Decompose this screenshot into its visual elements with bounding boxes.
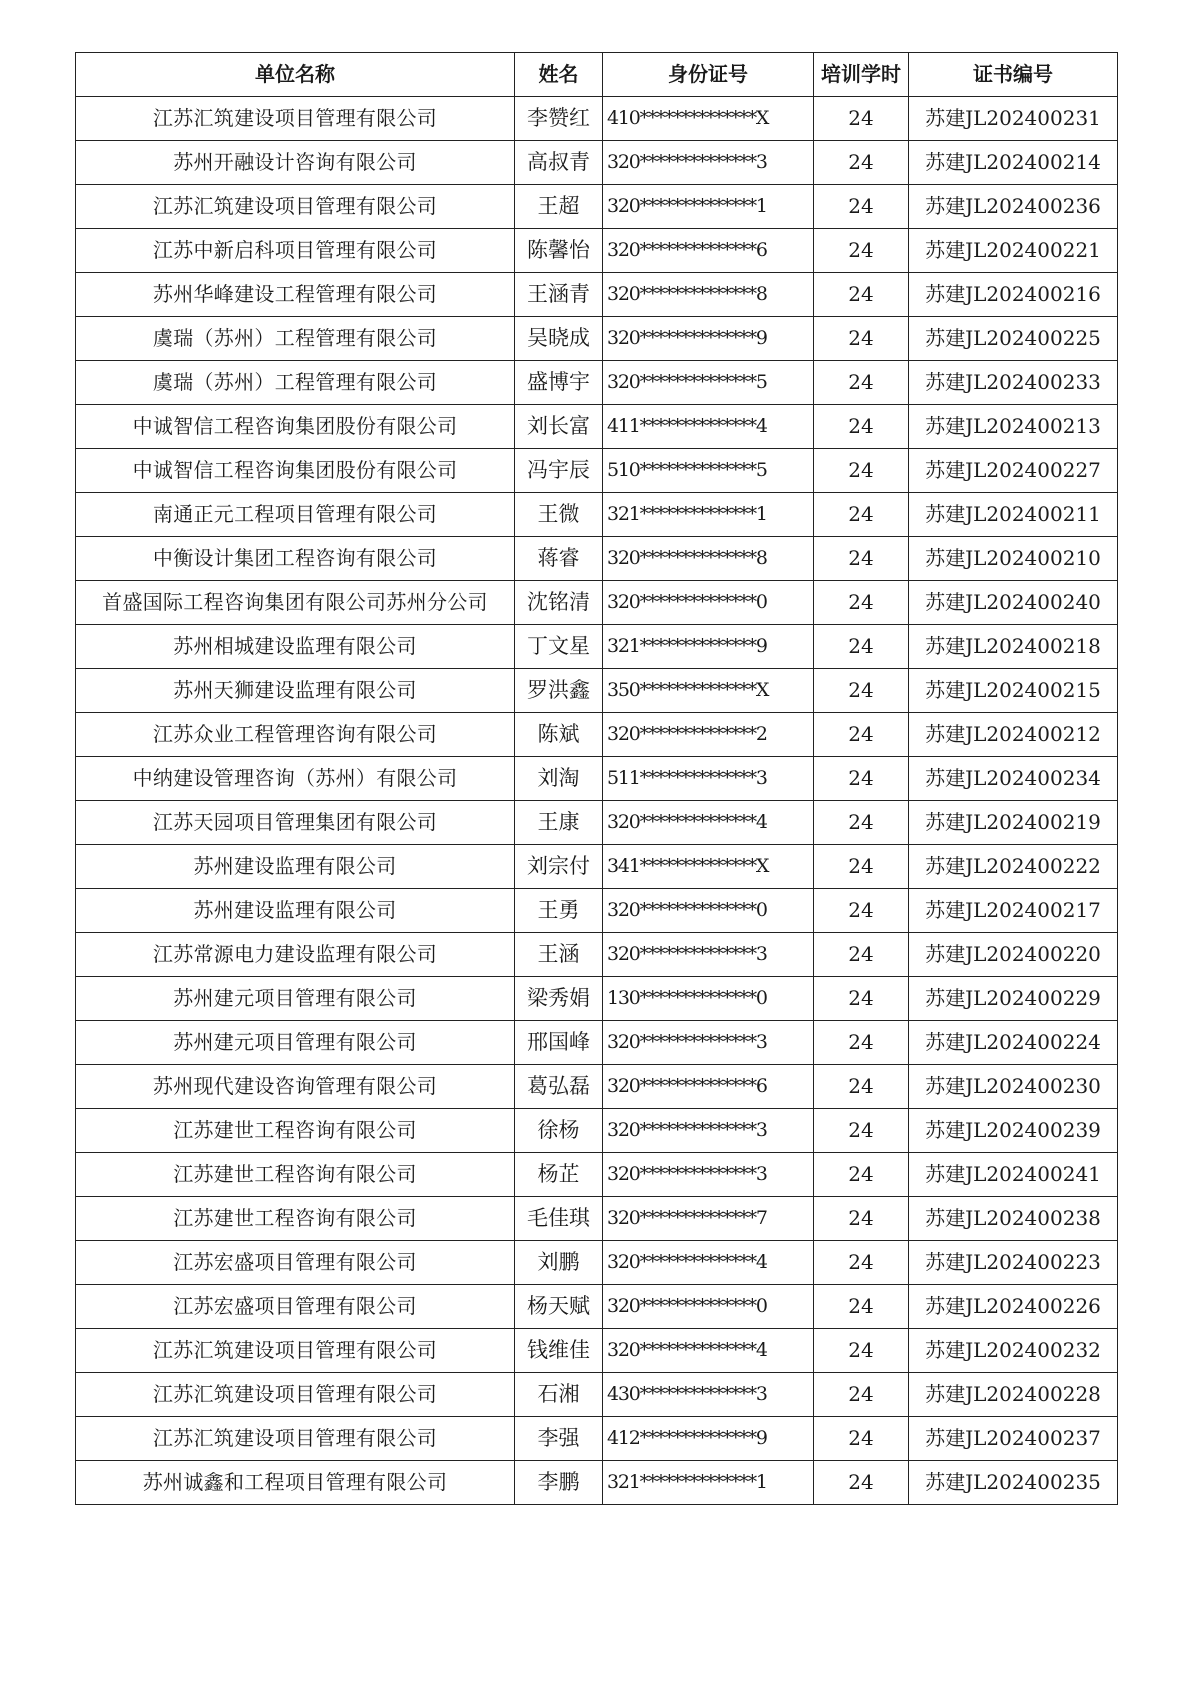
cell-training-hours: 24: [814, 801, 909, 845]
table-row: [76, 1285, 1118, 1329]
cell-certificate-number: 苏建JL202400216: [909, 273, 1118, 317]
cell-person-name: 蒋睿: [515, 537, 603, 581]
cell-certificate-number: 苏建JL202400212: [909, 713, 1118, 757]
cell-certificate-number: 苏建JL202400238: [909, 1197, 1118, 1241]
cell-unit-name: 苏州相城建设监理有限公司: [76, 625, 515, 669]
table-row: [76, 449, 1118, 493]
cell-certificate-number: 苏建JL202400228: [909, 1373, 1118, 1417]
cell-unit-name: 江苏宏盛项目管理有限公司: [76, 1285, 515, 1329]
cell-training-hours: 24: [814, 977, 909, 1021]
cell-unit-name: 中诚智信工程咨询集团股份有限公司: [76, 405, 515, 449]
cell-unit-name: 虞瑞（苏州）工程管理有限公司: [76, 317, 515, 361]
cell-unit-name: 首盛国际工程咨询集团有限公司苏州分公司: [76, 581, 515, 625]
cell-certificate-number: 苏建JL202400233: [909, 361, 1118, 405]
cell-person-name: 陈斌: [515, 713, 603, 757]
cell-training-hours: 24: [814, 361, 909, 405]
cell-certificate-number: 苏建JL202400224: [909, 1021, 1118, 1065]
cell-unit-name: 江苏天园项目管理集团有限公司: [76, 801, 515, 845]
cell-training-hours: 24: [814, 97, 909, 141]
cell-id-number: 510**************5: [603, 449, 814, 493]
cell-certificate-number: 苏建JL202400222: [909, 845, 1118, 889]
cell-unit-name: 江苏建世工程咨询有限公司: [76, 1153, 515, 1197]
cell-unit-name: 江苏众业工程管理咨询有限公司: [76, 713, 515, 757]
cell-certificate-number: 苏建JL202400241: [909, 1153, 1118, 1197]
table-row: [76, 317, 1118, 361]
cell-training-hours: 24: [814, 1109, 909, 1153]
cell-id-number: 320**************6: [603, 1065, 814, 1109]
cell-unit-name: 江苏汇筑建设项目管理有限公司: [76, 1417, 515, 1461]
cell-unit-name: 中诚智信工程咨询集团股份有限公司: [76, 449, 515, 493]
cell-unit-name: 中纳建设管理咨询（苏州）有限公司: [76, 757, 515, 801]
table-row: [76, 757, 1118, 801]
cell-id-number: 350**************X: [603, 669, 814, 713]
cell-certificate-number: 苏建JL202400234: [909, 757, 1118, 801]
cell-id-number: 320**************3: [603, 1021, 814, 1065]
cell-id-number: 320**************4: [603, 801, 814, 845]
cell-id-number: 320**************8: [603, 273, 814, 317]
table-row: [76, 933, 1118, 977]
cell-certificate-number: 苏建JL202400226: [909, 1285, 1118, 1329]
cell-unit-name: 虞瑞（苏州）工程管理有限公司: [76, 361, 515, 405]
table-row: [76, 1109, 1118, 1153]
cell-certificate-number: 苏建JL202400220: [909, 933, 1118, 977]
cell-training-hours: 24: [814, 1153, 909, 1197]
header-row: [76, 53, 1118, 97]
cell-certificate-number: 苏建JL202400232: [909, 1329, 1118, 1373]
cell-id-number: 430**************3: [603, 1373, 814, 1417]
cell-id-number: 321**************1: [603, 1461, 814, 1505]
cell-certificate-number: 苏建JL202400217: [909, 889, 1118, 933]
cell-person-name: 毛佳琪: [515, 1197, 603, 1241]
table-row: [76, 1373, 1118, 1417]
cell-person-name: 吴晓成: [515, 317, 603, 361]
cell-id-number: 320**************3: [603, 141, 814, 185]
cell-id-number: 320**************3: [603, 1109, 814, 1153]
cell-person-name: 王微: [515, 493, 603, 537]
table-row: [76, 669, 1118, 713]
cell-training-hours: 24: [814, 669, 909, 713]
table-row: [76, 185, 1118, 229]
table-row: [76, 361, 1118, 405]
cell-training-hours: 24: [814, 1197, 909, 1241]
cell-id-number: 511**************3: [603, 757, 814, 801]
cell-unit-name: 苏州华峰建设工程管理有限公司: [76, 273, 515, 317]
cell-person-name: 王涵青: [515, 273, 603, 317]
cell-certificate-number: 苏建JL202400215: [909, 669, 1118, 713]
cell-person-name: 杨天赋: [515, 1285, 603, 1329]
table-row: [76, 1241, 1118, 1285]
cell-certificate-number: 苏建JL202400239: [909, 1109, 1118, 1153]
header-person-name: 姓名: [515, 53, 603, 97]
cell-person-name: 杨芷: [515, 1153, 603, 1197]
cell-id-number: 320**************2: [603, 713, 814, 757]
cell-training-hours: 24: [814, 1065, 909, 1109]
cell-person-name: 陈馨怡: [515, 229, 603, 273]
cell-id-number: 321**************1: [603, 493, 814, 537]
cell-person-name: 高叔青: [515, 141, 603, 185]
cell-certificate-number: 苏建JL202400218: [909, 625, 1118, 669]
cell-id-number: 320**************4: [603, 1329, 814, 1373]
cell-unit-name: 江苏宏盛项目管理有限公司: [76, 1241, 515, 1285]
cell-id-number: 320**************4: [603, 1241, 814, 1285]
cell-id-number: 341**************X: [603, 845, 814, 889]
table-row: [76, 273, 1118, 317]
table-row: [76, 493, 1118, 537]
table-row: [76, 229, 1118, 273]
cell-training-hours: 24: [814, 273, 909, 317]
cell-training-hours: 24: [814, 845, 909, 889]
header-id-number: 身份证号: [603, 53, 814, 97]
cell-unit-name: 江苏建世工程咨询有限公司: [76, 1109, 515, 1153]
table-row: [76, 97, 1118, 141]
cell-training-hours: 24: [814, 889, 909, 933]
cell-unit-name: 苏州天狮建设监理有限公司: [76, 669, 515, 713]
cell-id-number: 130**************0: [603, 977, 814, 1021]
cell-unit-name: 苏州建设监理有限公司: [76, 889, 515, 933]
cell-certificate-number: 苏建JL202400227: [909, 449, 1118, 493]
table-row: [76, 1065, 1118, 1109]
cell-person-name: 李鹏: [515, 1461, 603, 1505]
table-row: [76, 1021, 1118, 1065]
cell-training-hours: 24: [814, 229, 909, 273]
cell-person-name: 沈铭清: [515, 581, 603, 625]
cell-training-hours: 24: [814, 1241, 909, 1285]
cell-certificate-number: 苏建JL202400231: [909, 97, 1118, 141]
cell-certificate-number: 苏建JL202400230: [909, 1065, 1118, 1109]
cell-unit-name: 苏州建元项目管理有限公司: [76, 977, 515, 1021]
cell-id-number: 410**************X: [603, 97, 814, 141]
cell-unit-name: 苏州开融设计咨询有限公司: [76, 141, 515, 185]
cell-training-hours: 24: [814, 757, 909, 801]
cell-id-number: 320**************6: [603, 229, 814, 273]
cell-id-number: 320**************0: [603, 889, 814, 933]
cell-certificate-number: 苏建JL202400213: [909, 405, 1118, 449]
cell-certificate-number: 苏建JL202400223: [909, 1241, 1118, 1285]
cell-id-number: 412**************9: [603, 1417, 814, 1461]
cell-person-name: 王涵: [515, 933, 603, 977]
table-row: [76, 1197, 1118, 1241]
cell-id-number: 411**************4: [603, 405, 814, 449]
table-row: [76, 889, 1118, 933]
cell-unit-name: 苏州现代建设咨询管理有限公司: [76, 1065, 515, 1109]
cell-id-number: 321**************9: [603, 625, 814, 669]
cell-id-number: 320**************3: [603, 1153, 814, 1197]
cell-training-hours: 24: [814, 141, 909, 185]
cell-training-hours: 24: [814, 713, 909, 757]
cell-training-hours: 24: [814, 1461, 909, 1505]
cell-person-name: 刘鹏: [515, 1241, 603, 1285]
cell-person-name: 丁文星: [515, 625, 603, 669]
cell-training-hours: 24: [814, 1329, 909, 1373]
cell-id-number: 320**************5: [603, 361, 814, 405]
cell-training-hours: 24: [814, 581, 909, 625]
cell-person-name: 邢国峰: [515, 1021, 603, 1065]
cell-id-number: 320**************9: [603, 317, 814, 361]
table-body: [76, 97, 1118, 1505]
cell-unit-name: 苏州诚鑫和工程项目管理有限公司: [76, 1461, 515, 1505]
cell-unit-name: 江苏汇筑建设项目管理有限公司: [76, 1329, 515, 1373]
cell-certificate-number: 苏建JL202400235: [909, 1461, 1118, 1505]
header-certificate-number: 证书编号: [909, 53, 1118, 97]
table-row: [76, 141, 1118, 185]
cell-unit-name: 南通正元工程项目管理有限公司: [76, 493, 515, 537]
training-roster-sheet: [75, 52, 1117, 1505]
table-row: [76, 1153, 1118, 1197]
cell-unit-name: 江苏建世工程咨询有限公司: [76, 1197, 515, 1241]
cell-training-hours: 24: [814, 493, 909, 537]
table-row: [76, 977, 1118, 1021]
cell-person-name: 王康: [515, 801, 603, 845]
cell-id-number: 320**************7: [603, 1197, 814, 1241]
cell-certificate-number: 苏建JL202400237: [909, 1417, 1118, 1461]
cell-certificate-number: 苏建JL202400221: [909, 229, 1118, 273]
cell-unit-name: 江苏常源电力建设监理有限公司: [76, 933, 515, 977]
cell-certificate-number: 苏建JL202400211: [909, 493, 1118, 537]
table-row: [76, 581, 1118, 625]
cell-person-name: 梁秀娟: [515, 977, 603, 1021]
cell-certificate-number: 苏建JL202400219: [909, 801, 1118, 845]
table-row: [76, 845, 1118, 889]
cell-training-hours: 24: [814, 1417, 909, 1461]
table-row: [76, 801, 1118, 845]
cell-training-hours: 24: [814, 933, 909, 977]
cell-unit-name: 江苏汇筑建设项目管理有限公司: [76, 185, 515, 229]
cell-unit-name: 苏州建元项目管理有限公司: [76, 1021, 515, 1065]
cell-unit-name: 江苏汇筑建设项目管理有限公司: [76, 1373, 515, 1417]
cell-unit-name: 江苏中新启科项目管理有限公司: [76, 229, 515, 273]
cell-training-hours: 24: [814, 317, 909, 361]
cell-id-number: 320**************0: [603, 581, 814, 625]
cell-training-hours: 24: [814, 625, 909, 669]
cell-person-name: 李强: [515, 1417, 603, 1461]
cell-person-name: 刘长富: [515, 405, 603, 449]
cell-person-name: 王超: [515, 185, 603, 229]
cell-id-number: 320**************1: [603, 185, 814, 229]
cell-person-name: 盛博宇: [515, 361, 603, 405]
cell-unit-name: 苏州建设监理有限公司: [76, 845, 515, 889]
cell-id-number: 320**************3: [603, 933, 814, 977]
cell-training-hours: 24: [814, 449, 909, 493]
table-row: [76, 537, 1118, 581]
cell-person-name: 徐杨: [515, 1109, 603, 1153]
table-row: [76, 713, 1118, 757]
cell-certificate-number: 苏建JL202400214: [909, 141, 1118, 185]
cell-training-hours: 24: [814, 537, 909, 581]
cell-certificate-number: 苏建JL202400240: [909, 581, 1118, 625]
cell-person-name: 王勇: [515, 889, 603, 933]
cell-id-number: 320**************8: [603, 537, 814, 581]
cell-person-name: 石湘: [515, 1373, 603, 1417]
cell-person-name: 冯宇辰: [515, 449, 603, 493]
cell-person-name: 葛弘磊: [515, 1065, 603, 1109]
table-row: [76, 405, 1118, 449]
cell-person-name: 刘淘: [515, 757, 603, 801]
header-unit-name: 单位名称: [76, 53, 515, 97]
cell-training-hours: 24: [814, 1021, 909, 1065]
cell-training-hours: 24: [814, 405, 909, 449]
cell-person-name: 李赞红: [515, 97, 603, 141]
cell-certificate-number: 苏建JL202400225: [909, 317, 1118, 361]
cell-certificate-number: 苏建JL202400229: [909, 977, 1118, 1021]
table-row: [76, 625, 1118, 669]
cell-training-hours: 24: [814, 1373, 909, 1417]
table-row: [76, 1461, 1118, 1505]
cell-certificate-number: 苏建JL202400236: [909, 185, 1118, 229]
cell-training-hours: 24: [814, 1285, 909, 1329]
training-roster-table: [75, 52, 1118, 1505]
cell-id-number: 320**************0: [603, 1285, 814, 1329]
cell-training-hours: 24: [814, 185, 909, 229]
cell-certificate-number: 苏建JL202400210: [909, 537, 1118, 581]
cell-person-name: 罗洪鑫: [515, 669, 603, 713]
cell-unit-name: 江苏汇筑建设项目管理有限公司: [76, 97, 515, 141]
table-row: [76, 1417, 1118, 1461]
cell-person-name: 钱维佳: [515, 1329, 603, 1373]
table-row: [76, 1329, 1118, 1373]
header-training-hours: 培训学时: [814, 53, 909, 97]
cell-unit-name: 中衡设计集团工程咨询有限公司: [76, 537, 515, 581]
cell-person-name: 刘宗付: [515, 845, 603, 889]
